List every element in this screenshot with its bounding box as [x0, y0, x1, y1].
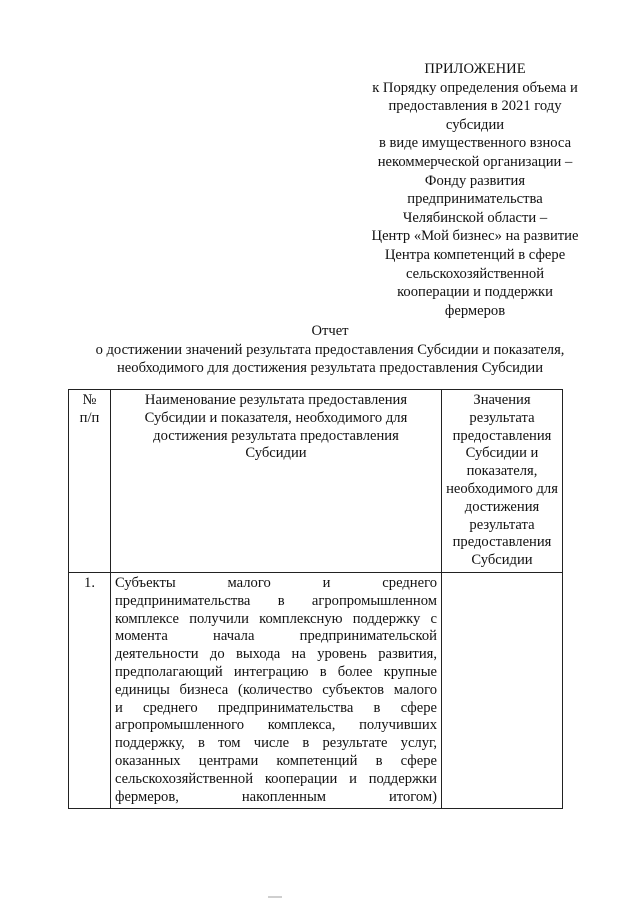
- row-number-cell: 1.: [69, 572, 111, 808]
- scan-mark: [268, 896, 282, 898]
- appendix-line: Центра компетенций в сфере: [384, 246, 566, 263]
- appendix-line: Челябинской области –: [402, 209, 548, 226]
- appendix-line: в виде имущественного взноса: [378, 135, 572, 152]
- report-title-heading: Отчет: [311, 323, 349, 339]
- header-cell-values: Значения результата предоставления Субсидии и показателя, необходимого для достижения результата предоставления Субсидии: [442, 390, 563, 573]
- appendix-line: кооперации и поддержки: [397, 284, 553, 301]
- appendix-line: субсидии: [445, 116, 505, 133]
- row-value-cell: [442, 572, 563, 808]
- row-name-cell: Субъекты малого и среднего предпринимательства в агропромышленном комплексе получили комплексную поддержку с момента начала предпринимательской деятельности до выхода на уровень развития, предполагающий интеграцию в более крупные единицы бизнеса (количество субъектов малого и среднего предпринимательства в сфере агропромышленного комплекса, получивших поддержку, в том числе в результате услуг, оказанных центрами компетенций в сфере сельскохозяйственной кооперации и поддержки фермеров, накопленным итогом): [111, 572, 442, 808]
- appendix-line: к Порядку определения объема и: [372, 79, 578, 96]
- appendix-line: некоммерческой организации –: [377, 153, 573, 170]
- appendix-line: Центр «Мой бизнес» на развитие: [371, 228, 579, 245]
- appendix-heading: ПРИЛОЖЕНИЕ: [424, 61, 526, 77]
- report-title-line: необходимого для достижения результата предоставления Субсидии: [116, 360, 544, 377]
- appendix-line: предпринимательства: [407, 191, 543, 208]
- table-row: [69, 572, 563, 808]
- header-cell-number: № п/п: [69, 390, 111, 573]
- report-table: [68, 389, 563, 809]
- appendix-line: фермеров: [444, 302, 506, 319]
- appendix-line: сельскохозяйственной: [405, 265, 545, 282]
- header-cell-name: Наименование результата предоставления Субсидии и показателя, необходимого для достижения результата предоставления Субсидии: [111, 390, 442, 573]
- report-title: [60, 322, 600, 378]
- report-title-line: о достижении значений результата предоставления Субсидии и показателя,: [95, 341, 565, 358]
- appendix-line: Фонду развития: [424, 172, 526, 189]
- table-header-row: [69, 390, 563, 573]
- appendix-block: [355, 60, 595, 320]
- appendix-line: предоставления в 2021 году: [388, 98, 562, 115]
